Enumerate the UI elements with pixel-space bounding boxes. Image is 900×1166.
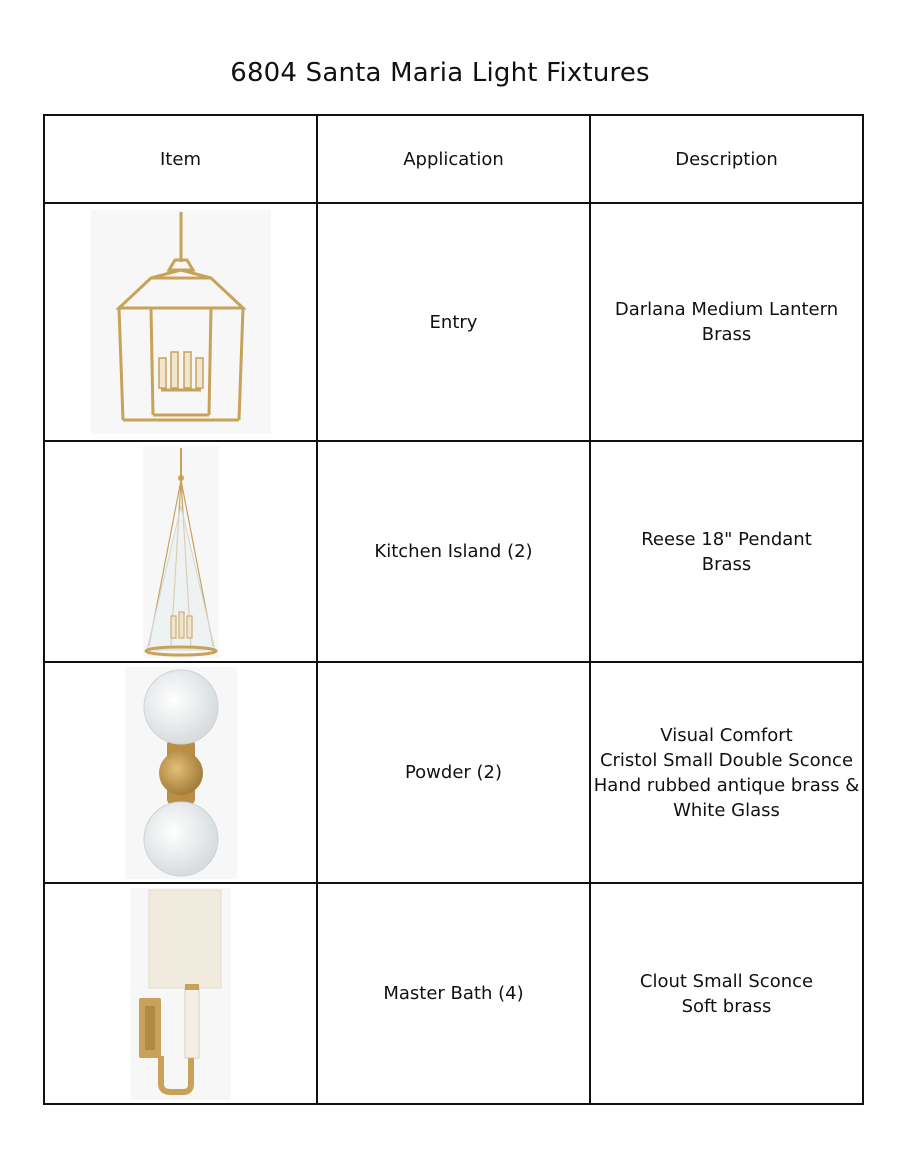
description-cell [590,883,863,1104]
item-image-cell [44,441,317,662]
description-line: White Glass [673,799,780,821]
description-line: Cristol Small Double Sconce [599,749,854,771]
header-application: Application [317,115,590,203]
description-line: Clout Small Sconce [639,970,814,992]
application-cell: Entry [317,203,590,441]
description-line: Reese 18" Pendant [641,528,812,550]
application-cell: Powder (2) [317,662,590,883]
table-row [44,883,863,1104]
description-line: Darlana Medium Lantern [614,299,839,320]
header-description: Description [590,115,863,203]
fixtures-table [43,114,864,1105]
page-title: 6804 Santa Maria Light Fixtures [230,58,650,88]
application-cell: Master Bath (4) [317,883,590,1104]
item-image-cell [44,883,317,1104]
table-row [44,662,863,883]
double-globe-sconce-icon [125,667,237,879]
description-line: Brass [701,324,752,345]
application-cell: Kitchen Island (2) [317,441,590,662]
description-cell [590,441,863,662]
description-line: Soft brass [681,995,772,1017]
description-cell [590,203,863,441]
description-line: Hand rubbed antique brass & [593,774,860,796]
table-header-row [44,115,863,203]
table-row [44,203,863,441]
description-cell [590,662,863,883]
shade-wall-sconce-icon [131,888,231,1100]
item-image-cell [44,662,317,883]
header-item: Item [44,115,317,203]
description-line: Visual Comfort [660,724,793,746]
item-image-cell [44,203,317,441]
description-line: Brass [701,553,752,575]
brass-lantern-icon [91,210,271,434]
glass-cone-pendant-icon [143,446,219,658]
table-row [44,441,863,662]
